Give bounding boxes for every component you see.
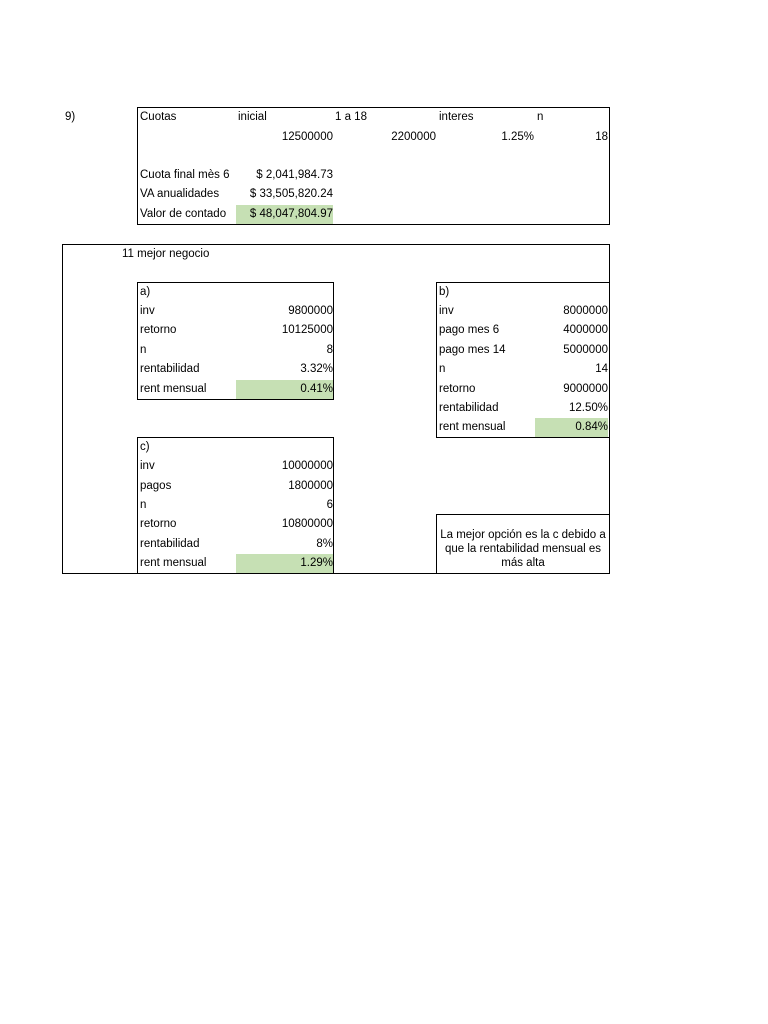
row-label: retorno xyxy=(439,383,476,395)
value-rango: 2200000 xyxy=(391,131,436,143)
header-rango: 1 a 18 xyxy=(335,111,367,123)
row-value: 10000000 xyxy=(281,460,333,472)
header-cuotas: Cuotas xyxy=(140,111,177,123)
row-label: inv xyxy=(140,305,155,317)
row-label: rent mensual xyxy=(439,421,506,433)
row-value: 3.32% xyxy=(300,363,333,375)
row-label: Cuota final mès 6 xyxy=(140,169,230,181)
option-a-rent-mensual: 0.41% xyxy=(236,380,333,399)
option-a-label: a) xyxy=(140,286,151,298)
row-value: 9000000 xyxy=(563,383,608,395)
row-value: 8% xyxy=(316,538,333,550)
row-label: pago mes 14 xyxy=(439,344,506,356)
header-inicial: inicial xyxy=(238,111,267,123)
option-b-label: b) xyxy=(439,286,450,298)
row-label: VA anualidades xyxy=(140,188,220,200)
row-label: pago mes 6 xyxy=(439,324,500,336)
row-value: 9800000 xyxy=(288,305,333,317)
header-n: n xyxy=(537,111,544,123)
row-value: $ 2,041,984.73 xyxy=(256,169,333,181)
row-label: retorno xyxy=(140,518,177,530)
row-value: 5000000 xyxy=(563,344,608,356)
row-label: n xyxy=(439,363,446,375)
value-n: 18 xyxy=(595,131,608,143)
row-value: 8 xyxy=(326,344,333,356)
row-value: 8000000 xyxy=(563,305,608,317)
row-label: n xyxy=(140,499,147,511)
problem-11-title: 11 mejor negocio xyxy=(122,248,210,260)
row-value: 6 xyxy=(326,499,333,511)
row-label: inv xyxy=(140,460,155,472)
header-interes: interes xyxy=(439,111,474,123)
option-c-rent-mensual: 1.29% xyxy=(236,554,333,573)
row-value: 1800000 xyxy=(288,480,333,492)
row-label: pagos xyxy=(140,480,172,492)
value-inicial: 12500000 xyxy=(281,131,333,143)
row-value: 10125000 xyxy=(281,324,333,336)
row-value: 14 xyxy=(595,363,608,375)
row-label: rentabilidad xyxy=(140,363,200,375)
row-label: rentabilidad xyxy=(140,538,200,550)
row-label: rent mensual xyxy=(140,557,207,569)
row-label: retorno xyxy=(140,324,177,336)
valor-de-contado-value: $ 48,047,804.97 xyxy=(236,205,333,224)
row-label: rent mensual xyxy=(140,383,207,395)
option-c-label: c) xyxy=(140,441,150,453)
row-value: 4000000 xyxy=(563,324,608,336)
row-value: $ 33,505,820.24 xyxy=(249,188,333,200)
option-b-rent-mensual: 0.84% xyxy=(535,418,608,437)
row-value: 10800000 xyxy=(281,518,333,530)
problem-9-number: 9) xyxy=(65,111,76,123)
row-label: n xyxy=(140,344,147,356)
conclusion-text: La mejor opción es la c debido a que la rentabilidad mensual es más alta xyxy=(440,529,606,569)
row-value: 12.50% xyxy=(568,402,608,414)
row-label: rentabilidad xyxy=(439,402,499,414)
row-label: inv xyxy=(439,305,454,317)
value-interes: 1.25% xyxy=(501,131,534,143)
row-label: Valor de contado xyxy=(140,208,227,220)
